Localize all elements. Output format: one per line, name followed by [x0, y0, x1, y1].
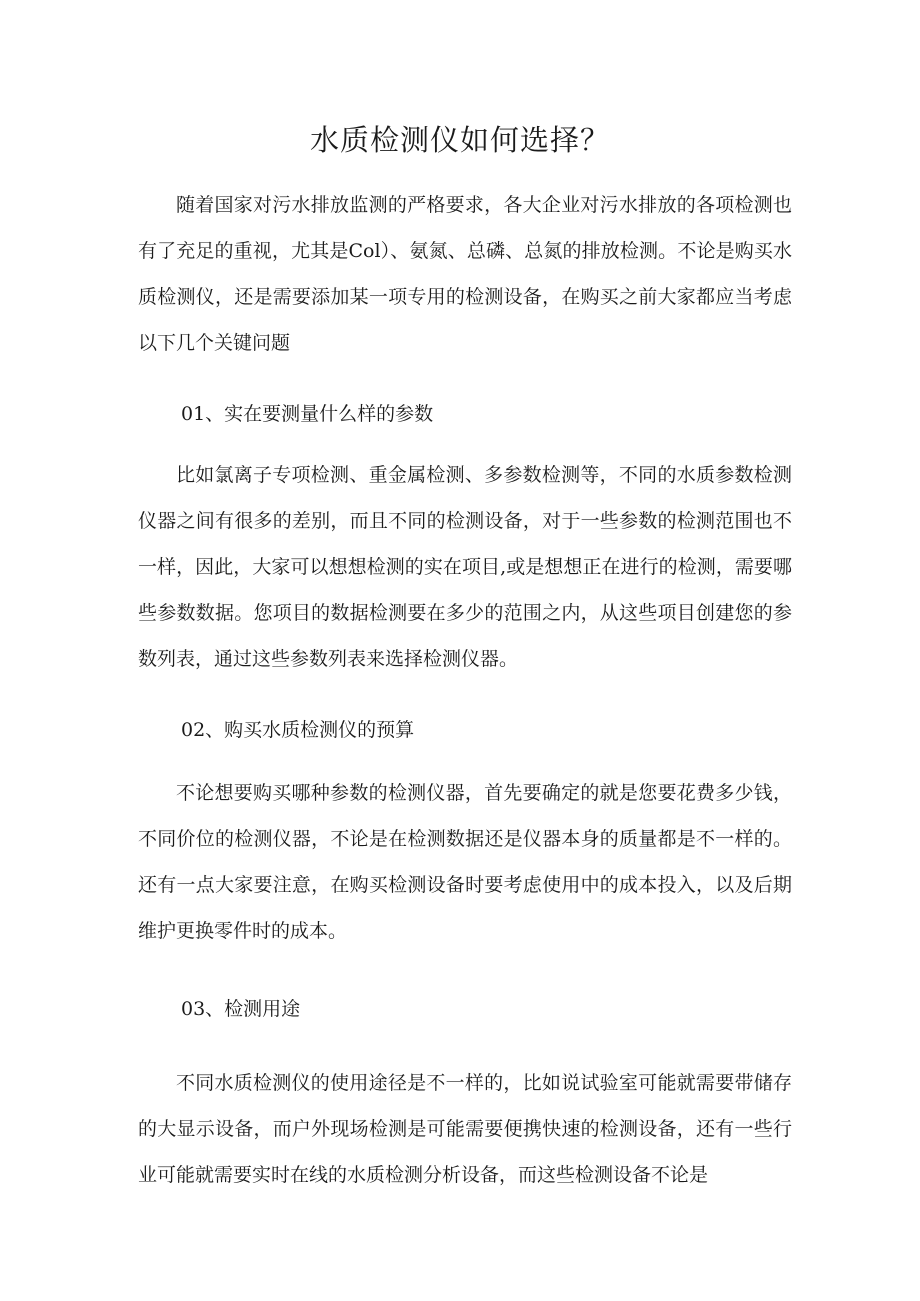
section-body-02: 不论想要购买哪种参数的检测仪器，首先要确定的就是您要花费多少钱，不同价位的检测仪器，不论是在检测数据还是仪器本身的质量都是不一样的。还有一点大家要注意，在购买检测设备时要考虑使用中的成本投入，以及后期维护更换零件时的成本。: [138, 782, 792, 942]
intro-paragraph: 随着国家对污水排放监测的严格要求，各大企业对污水排放的各项检测也有了充足的重视，尤其是Col）、氨氮、总磷、总氮的排放检测。不论是购买水质检测仪，还是需要添加某一项专用的检测设备，在购买之前大家都应当考虑以下几个关键问题: [138, 194, 792, 354]
section-heading-01: 01、实在要测量什么样的参数: [181, 403, 434, 425]
section-body-03: 不同水质检测仪的使用途径是不一样的，比如说试验室可能就需要带储存的大显示设备，而户外现场检测是可能需要便携快速的检测设备，还有一些行业可能就需要实时在线的水质检测分析设备，而这些检测设备不论是: [138, 1072, 792, 1186]
document-title: 水质检测仪如何选择？: [309, 123, 610, 157]
section-heading-02: 02、购买水质检测仪的预算: [181, 719, 415, 741]
section-body-01: 比如氯离子专项检测、重金属检测、多参数检测等，不同的水质参数检测仪器之间有很多的差别，而且不同的检测设备，对于一些参数的检测范围也不一样，因此，大家可以想想检测的实在项目,或是想想正在进行的检测，需要哪些参数数据。您项目的数据检测要在多少的范围之内，从这些项目创建您的参数列表，通过这些参数列表来选择检测仪器。: [138, 464, 792, 670]
section-heading-03: 03、检测用途: [181, 998, 301, 1020]
